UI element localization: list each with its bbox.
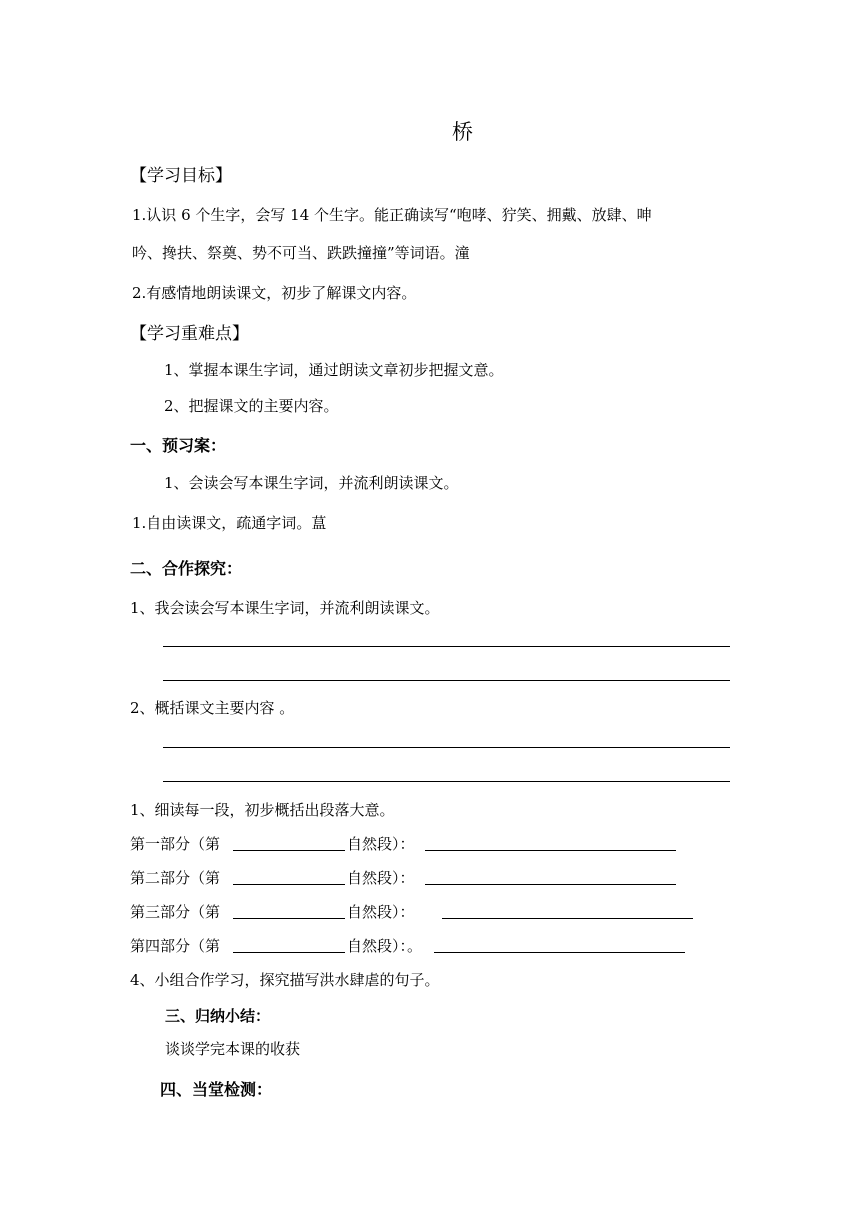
objectives-heading: 【学习目标】	[130, 166, 232, 186]
explore-question-2: 2、概括课文主要内容 。	[130, 699, 295, 717]
page-title: 桥	[452, 120, 473, 144]
key-point-2: 2、把握课文的主要内容。	[164, 397, 339, 415]
part-4-summary-blank[interactable]	[434, 952, 685, 953]
part-1-prefix: 第一部分（第	[130, 835, 221, 853]
explore-heading: 二、合作探究：	[130, 559, 243, 578]
part-4-paragraph-blank[interactable]	[233, 952, 345, 953]
part-4-prefix: 第四部分（第	[130, 937, 221, 955]
part-1-paragraph-blank[interactable]	[233, 850, 345, 851]
objective-2: 2.有感情地朗读课文，初步了解课文内容。	[132, 284, 417, 302]
part-2-paragraph-blank[interactable]	[233, 884, 345, 885]
answer-line[interactable]	[163, 747, 730, 748]
part-3-summary-blank[interactable]	[442, 918, 693, 919]
preview-item-1: 1、会读会写本课生字词，并流利朗读课文。	[164, 474, 459, 492]
part-2-summary-blank[interactable]	[425, 884, 676, 885]
preview-heading: 一、预习案：	[130, 436, 227, 455]
explore-question-1: 1、我会读会写本课生字词，并流利朗读课文。	[130, 599, 440, 617]
part-4-suffix: 自然段）：。	[347, 937, 423, 955]
objective-1-line-2: 吟、搀扶、祭奠、势不可当、跌跌撞撞”等词语。潼	[132, 244, 470, 262]
summary-heading: 三、归纳小结：	[165, 1007, 271, 1025]
part-2-prefix: 第二部分（第	[130, 869, 221, 887]
explore-question-3: 1、细读每一段，初步概括出段落大意。	[130, 801, 395, 819]
objective-1-line-1: 1.认识 6 个生字，会写 14 个生字。能正确读写“咆哮、狞笑、拥戴、放肆、呻	[132, 206, 652, 224]
summary-text: 谈谈学完本课的收获	[165, 1040, 301, 1058]
preview-item-2: 1.自由读课文，疏通字词。蒀	[132, 514, 327, 532]
test-heading: 四、当堂检测：	[160, 1080, 273, 1099]
part-2-suffix: 自然段）：	[347, 869, 415, 887]
part-3-suffix: 自然段）：	[347, 903, 415, 921]
answer-line[interactable]	[163, 646, 730, 647]
explore-question-4: 4、小组合作学习，探究描写洪水肆虐的句子。	[130, 971, 440, 989]
key-points-heading: 【学习重难点】	[130, 324, 249, 344]
part-3-prefix: 第三部分（第	[130, 903, 221, 921]
part-3-paragraph-blank[interactable]	[233, 918, 345, 919]
answer-line[interactable]	[163, 680, 730, 681]
answer-line[interactable]	[163, 781, 730, 782]
part-1-summary-blank[interactable]	[425, 850, 676, 851]
key-point-1: 1、掌握本课生字词，通过朗读文章初步把握文意。	[164, 361, 504, 379]
part-1-suffix: 自然段）：	[347, 835, 415, 853]
